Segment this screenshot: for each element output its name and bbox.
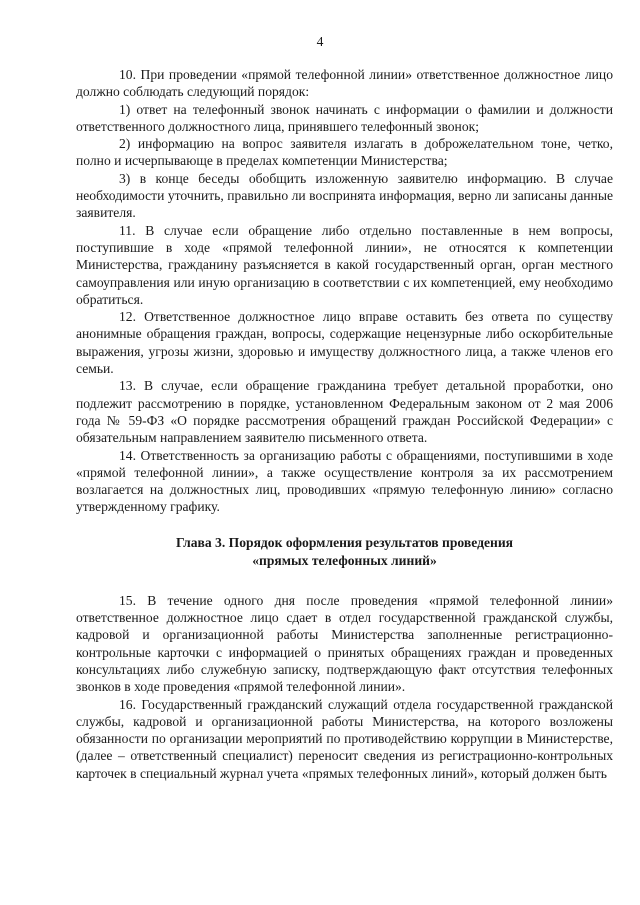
paragraph-12: 12. Ответственное должностное лицо вправе оставить без ответа по существу анонимные обращения граждан, вопросы, содержащие нецензурные либо оскорбительные выражения, угрозы жизни, здоровью и имуществу должностного лица, а также членов его семьи.: [76, 309, 613, 377]
paragraph-13: 13. В случае, если обращение гражданина требует детальной проработки, оно подлежит рассмотрению в порядке, установленном Федеральным законом от 2 мая 2006 года № 59-ФЗ «О порядке рассмотрения обращений граждан Российской Федерации» с обязательным направлением заявителю письменного ответа.: [76, 378, 613, 446]
chapter-3-heading-line-2: «прямых телефонных линий»: [252, 552, 437, 568]
paragraph-10-item-1: 1) ответ на телефонный звонок начинать с информации о фамилии и должности ответственного должностного лица, принявшего телефонный звонок;: [76, 101, 613, 134]
chapter-3-heading: [76, 534, 613, 570]
paragraph-11: 11. В случае если обращение либо отдельно поставленные в нем вопросы, поступившие в ходе «прямой телефонной линии», не относятся к компетенции Министерства, гражданину разъясняется в какой государственный орган, орган местного самоуправления или иную организацию в соответствии с их компетенцией, ему необходимо обратиться.: [76, 222, 613, 307]
paragraph-14: 14. Ответственность за организацию работы с обращениями, поступившими в ходе «прямой телефонной линии», а также осуществление контроля за их рассмотрением возлагается на должностных лиц, проводивших «прямую телефонную линию» согласно утвержденному графику.: [76, 447, 613, 515]
paragraph-10-item-2: 2) информацию на вопрос заявителя излагать в доброжелательном тоне, четко, полно и исчерпывающе в пределах компетенции Министерства;: [76, 136, 613, 169]
document-body: [76, 66, 613, 782]
paragraph-10-intro: 10. При проведении «прямой телефонной линии» ответственное должностное лицо должно соблюдать следующий порядок:: [76, 67, 613, 100]
paragraph-10-item-3: 3) в конце беседы обобщить изложенную заявителю информацию. В случае необходимости уточнить, правильно ли воспринята информация, верно ли записаны данные заявителя.: [76, 170, 613, 221]
paragraph-15: 15. В течение одного дня после проведения «прямой телефонной линии» ответственное должностное лицо сдает в отдел государственной гражданской службы, кадровой и организационной работы Министерства заполненные регистрационно-контрольные карточки с информацией о принятых обращениях граждан и проведенных консультациях либо служебную записку, подтверждающую факт отсутствия телефонных звонков в ходе проведения «прямой телефонной линии».: [76, 592, 613, 695]
page-number: 4: [316, 34, 324, 49]
paragraph-16: 16. Государственный гражданский служащий отдела государственной гражданской службы, кадровой и организационной работы Министерства, на которого возложены обязанности по организации мероприятий по противодействию коррупции в Министерстве, (далее – ответственный специалист) переносит сведения из регистрационно-контрольных карточек в специальный журнал учета «прямых телефонных линий», который должен быть: [76, 696, 613, 781]
chapter-3-heading-line-1: Глава 3. Порядок оформления результатов проведения: [175, 534, 514, 550]
